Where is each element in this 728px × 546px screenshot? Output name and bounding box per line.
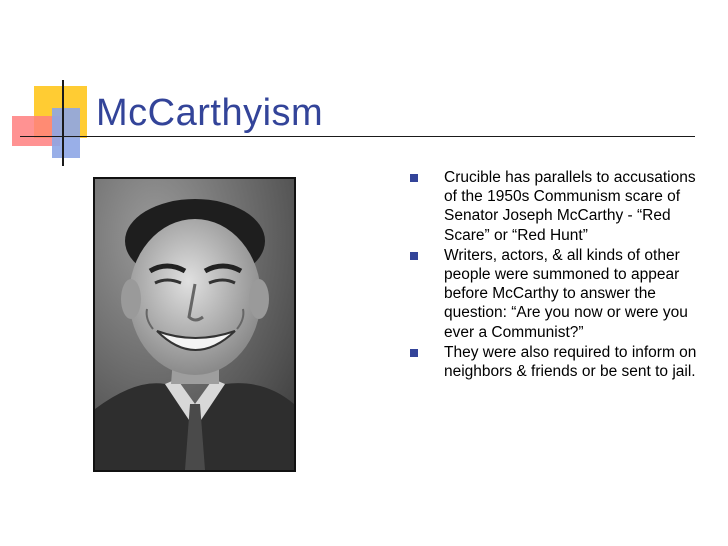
square-bullet-icon xyxy=(410,252,418,260)
portrait-photo xyxy=(93,177,296,472)
portrait-photo-graphic xyxy=(95,179,294,470)
bullet-text: Crucible has parallels to accusations of the 1950s Communism scare of Senator Joseph McCarthy - “Red Scare” or “Red Hunt” xyxy=(444,169,696,244)
bullet-item xyxy=(410,246,710,342)
title-underline xyxy=(20,136,695,137)
slide-title: McCarthyism xyxy=(96,92,324,134)
bullet-item xyxy=(410,168,710,245)
bullet-text: Writers, actors, & all kinds of other people were summoned to appear before McCarthy to answer the question: “Are you now or were you ever a Communist?” xyxy=(444,246,688,341)
bullet-item xyxy=(410,343,710,381)
decorative-blue-square xyxy=(52,108,80,158)
bullet-text: They were also required to inform on neighbors & friends or be sent to jail. xyxy=(444,343,697,381)
square-bullet-icon xyxy=(410,349,418,357)
square-bullet-icon xyxy=(410,174,418,182)
bullet-list xyxy=(410,168,710,382)
decorative-vertical-line xyxy=(62,80,64,166)
